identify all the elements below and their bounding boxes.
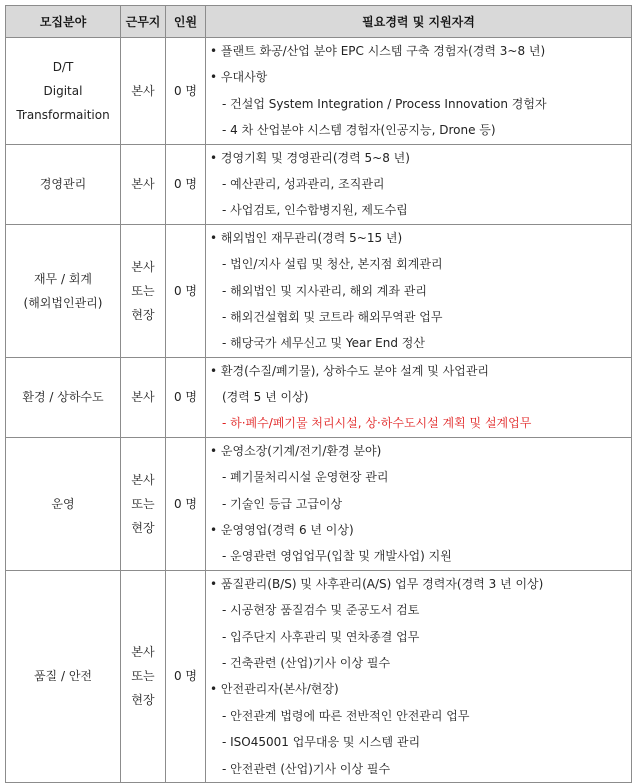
area-cell-text: 운영 bbox=[51, 496, 75, 511]
area-cell bbox=[6, 570, 121, 782]
requirement-detail: - 안전관계 법령에 따른 전반적인 안전관리 업무 bbox=[222, 708, 470, 723]
requirement-detail: - 해외건설협회 및 코트라 해외무역관 업무 bbox=[222, 309, 443, 324]
location-cell bbox=[121, 357, 166, 437]
location-cell-text: 본사 bbox=[131, 472, 155, 487]
table-row bbox=[6, 224, 632, 357]
requirement-item: • 운영소장(기계/전기/환경 분야) bbox=[210, 443, 382, 458]
location-cell-text: 또는 bbox=[131, 669, 155, 684]
area-cell-text: 환경 / 상하수도 bbox=[22, 390, 104, 405]
requirement-item: • 안전관리자(본사/현장) bbox=[210, 682, 339, 697]
count-cell: 0 명 bbox=[166, 38, 206, 145]
table-row bbox=[6, 357, 632, 437]
area-cell bbox=[6, 144, 121, 224]
requirement-detail: - 해외법인 및 지사관리, 해외 계좌 관리 bbox=[222, 283, 427, 298]
area-cell-text: Digital bbox=[43, 83, 83, 98]
location-cell-text: 현장 bbox=[131, 307, 155, 322]
requirement-detail: - 건설업 System Integration / Process Innovation 경험자 bbox=[222, 96, 547, 111]
location-cell-text: 본사 bbox=[131, 390, 155, 405]
location-cell-text: 현장 bbox=[131, 693, 155, 708]
area-cell-text: 경영관리 bbox=[39, 177, 87, 192]
requirements-cell bbox=[206, 357, 632, 437]
requirement-detail: - 기술인 등급 고급이상 bbox=[222, 496, 343, 511]
count-cell: 0 명 bbox=[166, 357, 206, 437]
count-cell: 0 명 bbox=[166, 224, 206, 357]
requirement-detail: - 예산관리, 성과관리, 조직관리 bbox=[222, 176, 385, 191]
location-cell-text: 본사 bbox=[131, 259, 155, 274]
location-cell-text: 본사 bbox=[131, 83, 155, 98]
requirements-cell bbox=[206, 437, 632, 570]
count-cell: 0 명 bbox=[166, 570, 206, 782]
header-count: 인원 bbox=[166, 6, 206, 38]
requirement-item: • 플랜트 화공/산업 분야 EPC 시스템 구축 경험자(경력 3~8 년) bbox=[210, 44, 546, 58]
table-row bbox=[6, 570, 632, 782]
location-cell-text: 본사 bbox=[131, 177, 155, 192]
header-requirements: 필요경력 및 지원자격 bbox=[206, 6, 632, 38]
requirement-detail: (경력 5 년 이상) bbox=[222, 390, 309, 405]
location-cell bbox=[121, 570, 166, 782]
location-cell bbox=[121, 224, 166, 357]
location-cell bbox=[121, 437, 166, 570]
area-cell bbox=[6, 224, 121, 357]
requirement-detail: - 건축관련 (산업)기사 이상 필수 bbox=[222, 655, 391, 670]
area-cell bbox=[6, 437, 121, 570]
area-cell-text: 품질 / 안전 bbox=[33, 669, 93, 684]
table-row bbox=[6, 437, 632, 570]
area-cell-text: Transformaition bbox=[16, 107, 110, 122]
requirement-item: • 품질관리(B/S) 및 사후관리(A/S) 업무 경력자(경력 3 년 이상) bbox=[210, 576, 544, 591]
table-body bbox=[6, 38, 632, 783]
table-row bbox=[6, 144, 632, 224]
location-cell-text: 또는 bbox=[131, 283, 155, 298]
recruitment-table bbox=[5, 5, 632, 783]
requirements-cell bbox=[206, 224, 632, 357]
area-cell-text: (해외법인관리) bbox=[23, 295, 103, 310]
requirement-detail: - 폐기물처리시설 운영현장 관리 bbox=[222, 470, 389, 485]
area-cell-text: 재무 / 회계 bbox=[33, 271, 93, 286]
requirement-detail: - 법인/지사 설립 및 청산, 본지점 회계관리 bbox=[222, 257, 443, 272]
requirement-detail: - ISO45001 업무대응 및 시스템 관리 bbox=[222, 735, 421, 750]
requirement-item: • 운영영업(경력 6 년 이상) bbox=[210, 523, 354, 538]
requirement-item: • 경영기획 및 경영관리(경력 5~8 년) bbox=[210, 150, 410, 165]
table-row bbox=[6, 38, 632, 145]
requirement-detail: - 사업검토, 인수합병지원, 제도수립 bbox=[222, 203, 408, 218]
requirements-cell bbox=[206, 570, 632, 782]
requirement-detail: - 입주단지 사후관리 및 연차종결 업무 bbox=[222, 629, 420, 644]
requirements-cell bbox=[206, 38, 632, 145]
requirement-detail: - 시공현장 품질검수 및 준공도서 검토 bbox=[222, 603, 420, 618]
count-cell: 0 명 bbox=[166, 144, 206, 224]
requirement-detail: - 하·폐수/폐기물 처리시설, 상·하수도시설 계획 및 설계업무 bbox=[222, 416, 532, 431]
location-cell bbox=[121, 38, 166, 145]
header-area: 모집분야 bbox=[6, 6, 121, 38]
requirement-item: • 우대사항 bbox=[210, 70, 268, 85]
location-cell-text: 또는 bbox=[131, 496, 155, 511]
location-cell bbox=[121, 144, 166, 224]
location-cell-text: 본사 bbox=[131, 645, 155, 660]
location-cell-text: 현장 bbox=[131, 520, 155, 535]
header-row bbox=[6, 6, 632, 38]
area-cell bbox=[6, 38, 121, 145]
requirement-detail: - 안전관련 (산업)기사 이상 필수 bbox=[222, 761, 391, 776]
area-cell-text: D/T bbox=[52, 59, 74, 74]
requirement-item: • 해외법인 재무관리(경력 5~15 년) bbox=[210, 230, 403, 245]
area-cell bbox=[6, 357, 121, 437]
requirement-detail: - 4 차 산업분야 시스템 경험자(인공지능, Drone 등) bbox=[222, 123, 496, 138]
requirement-item: • 환경(수질/폐기물), 상하수도 분야 설계 및 사업관리 bbox=[210, 363, 490, 378]
requirement-detail: - 운영관련 영업업무(입찰 및 개발사업) 지원 bbox=[222, 549, 452, 564]
requirement-detail: - 해당국가 세무신고 및 Year End 정산 bbox=[222, 336, 425, 351]
header-location: 근무지 bbox=[121, 6, 166, 38]
requirements-cell bbox=[206, 144, 632, 224]
count-cell: 0 명 bbox=[166, 437, 206, 570]
